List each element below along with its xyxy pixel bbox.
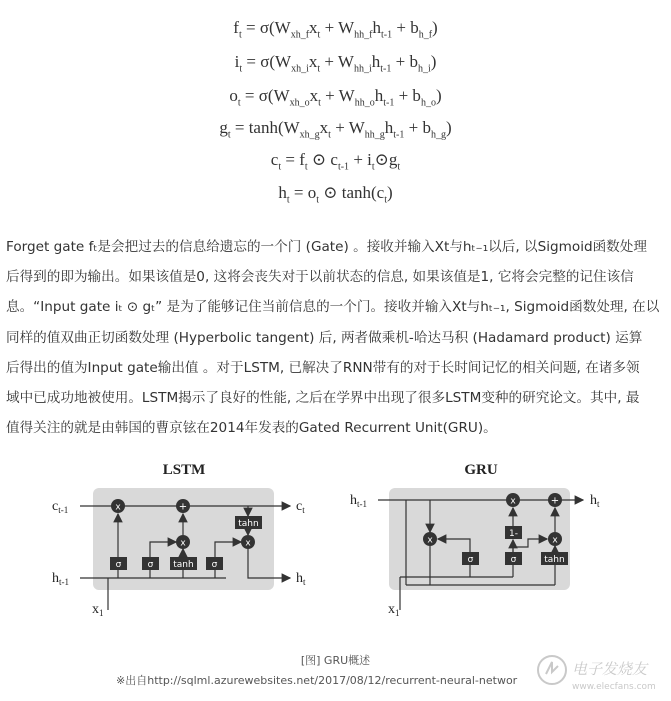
- paragraph-line: 息。“Input gate iₜ ⊙ gₜ” 是为了能够记住当前信息的一个门。接收并输入Xt与hₜ₋₁, Sigmoid函数处理, 在以: [6, 299, 660, 316]
- lstm-candidate-tanh-label: tanh: [173, 560, 194, 570]
- gru-title: GRU: [464, 462, 498, 478]
- gru-one-minus-label: 1-: [509, 529, 518, 539]
- gru-add-label: +: [550, 495, 560, 507]
- equation-hidden-state: $h_t = o_t$ ⊙ $\tanh(c_t)$: [278, 183, 393, 206]
- equation-forget-gate: $f_t = \sigma(W_{xh\_f}x_t + W_{hh\_f}h_{t-1} + b_{h\_f})$: [233, 18, 438, 41]
- lstm-label-c-prev: $c_{t-1}$: [52, 499, 69, 515]
- lstm-forget-multiply-label: x: [115, 502, 121, 513]
- figure-caption: [图] GRU概述: [300, 654, 371, 667]
- elecfans-watermark: [536, 650, 666, 695]
- lstm-label-c-out: $c_t$: [296, 499, 305, 515]
- equation-cell-state: $c_t = f_t$ ⊙ $c_{t-1}$ + $i_t⊙g_t$: [270, 150, 401, 173]
- equation-output-gate: $o_t = \sigma(W_{xh\_o}x_t + W_{hh\_o}h_{t-1} + b_{h\_o})$: [229, 86, 442, 109]
- paragraph-line: 同样的值双曲正切函数处理 (Hyperbolic tangent) 后, 两者做乘机-哈达马积 (Hadamard product) 运算: [6, 329, 643, 346]
- gru-update-sigma-label: σ: [510, 555, 517, 565]
- lstm-cell-add-label: +: [178, 501, 188, 513]
- watermark-url: www.elecfans.com: [572, 682, 656, 692]
- lstm-output-multiply-label: x: [245, 538, 251, 549]
- gru-update-multiply-label: x: [510, 496, 516, 507]
- source-link[interactable]: ※出自http://sqlml.azurewebsites.net/2017/08/12/recurrent-neural-networ: [116, 674, 518, 687]
- paragraph-line: 后得到的即为输出。如果该值是0, 这将会丧失对于以前状态的信息, 如果该值是1, 它将会完整的记住该信: [6, 269, 634, 286]
- lstm-output-sigma-label: σ: [211, 560, 218, 570]
- equation-candidate: $g_t = \tanh(W_{xh\_g}x_t + W_{hh\_g}h_{t-1} + b_{h\_g})$: [219, 118, 452, 141]
- lstm-gru-diagram: [0, 452, 671, 647]
- gru-candidate-multiply-label: x: [552, 535, 558, 546]
- paragraph-line: 域中已成功地被使用。LSTM揭示了良好的性能, 之后在学界中出现了很多LSTM变种的研究论文。其中, 最: [6, 389, 640, 406]
- paragraph-line: 后得出的值为Input gate输出值 。对于LSTM, 已解决了RNN带有的对于长时间记忆的相关问题, 在诸多领: [6, 359, 640, 376]
- gru-reset-multiply-label: x: [427, 535, 433, 546]
- paragraph-line: 值得关注的就是由韩国的曹京铉在2014年发表的Gated Recurrent Unit(GRU)。: [6, 420, 497, 437]
- body-paragraph: [6, 232, 666, 443]
- lstm-forget-sigma-label: σ: [115, 560, 122, 570]
- gru-label-h-out: $h_t$: [590, 493, 600, 509]
- equations-block: [0, 0, 671, 215]
- gru-label-h-prev: $h_{t-1}$: [350, 493, 367, 509]
- lstm-input-multiply-label: x: [180, 538, 186, 549]
- gru-label-x: $x_1$: [388, 602, 400, 618]
- equation-input-gate: $i_t = \sigma(W_{xh\_i}x_t + W_{hh\_i}h_{t-1} + b_{h\_i})$: [234, 52, 437, 75]
- gru-reset-sigma-label: σ: [467, 555, 474, 565]
- lstm-label-h-out: $h_t$: [296, 571, 306, 587]
- watermark-brand: 电子发烧友: [572, 660, 648, 678]
- paragraph-line: Forget gate fₜ是会把过去的信息给遗忘的一个门 (Gate) 。接收并输入Xt与hₜ₋₁以后, 以Sigmoid函数处理: [6, 239, 647, 255]
- lstm-output-tanh-label: tahn: [238, 519, 259, 529]
- lstm-input-sigma-label: σ: [147, 560, 154, 570]
- gru-candidate-tanh-label: tahn: [544, 555, 565, 565]
- lstm-label-h-prev: $h_{t-1}$: [52, 571, 69, 587]
- lstm-title: LSTM: [162, 462, 206, 478]
- lstm-label-x: $x_1$: [92, 602, 104, 618]
